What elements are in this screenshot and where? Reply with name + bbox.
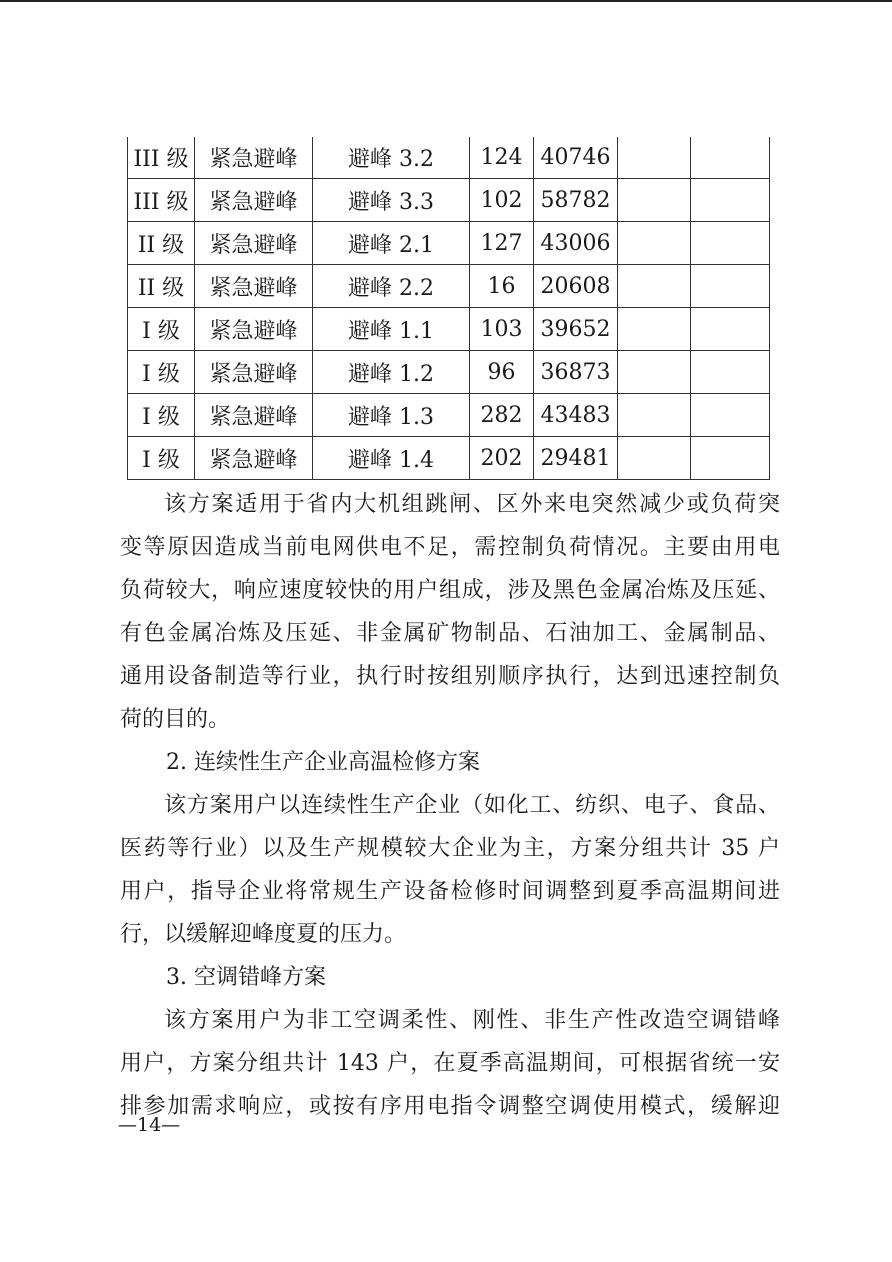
text-line: 医药等行业）以及生产规模较大企业为主，方案分组共计 35 户: [120, 836, 780, 861]
table-row: [128, 351, 770, 394]
table-cell: [691, 222, 770, 265]
table-cell: 202: [470, 437, 534, 480]
table-cell: [691, 351, 770, 394]
text-line: 该方案用户以连续性生产企业（如化工、纺织、电子、食品、: [164, 793, 780, 818]
section-heading-3: 3. 空调错峰方案: [166, 965, 326, 990]
text-line: 用户，方案分组共计 143 户，在夏季高温期间，可根据省统一安: [120, 1051, 780, 1076]
table-cell: 紧急避峰: [195, 308, 313, 351]
table-row: [128, 437, 770, 480]
table-row: [128, 179, 770, 222]
table-cell: 紧急避峰: [195, 179, 313, 222]
paragraph-air-conditioning: [120, 999, 780, 1128]
table-cell: 40746: [534, 137, 618, 179]
table-cell: 避峰 1.3: [313, 394, 470, 437]
table-row: [128, 308, 770, 351]
text-line: 行，以缓解迎峰度夏的压力。: [120, 922, 407, 947]
table-cell: III 级: [128, 179, 195, 222]
table-cell: [618, 137, 691, 179]
table-cell: II 级: [128, 222, 195, 265]
table-cell: 43006: [534, 222, 618, 265]
table-cell: 紧急避峰: [195, 351, 313, 394]
table-cell: [618, 222, 691, 265]
table-cell: 124: [470, 137, 534, 179]
table-cell: 避峰 1.4: [313, 437, 470, 480]
table-cell: I 级: [128, 351, 195, 394]
table-cell: 避峰 1.1: [313, 308, 470, 351]
table-cell: 避峰 2.2: [313, 265, 470, 308]
paragraph-emergency-peak: [120, 483, 780, 741]
table-cell: 102: [470, 179, 534, 222]
table-row: [128, 222, 770, 265]
table-cell: [691, 265, 770, 308]
text-line: 该方案用户为非工空调柔性、刚性、非生产性改造空调错峰: [164, 1008, 780, 1033]
table-cell: III 级: [128, 137, 195, 179]
text-line: 该方案适用于省内大机组跳闸、区外来电突然减少或负荷突: [164, 492, 780, 517]
table-cell: 避峰 2.1: [313, 222, 470, 265]
load-shedding-table: [127, 137, 770, 480]
table-row: [128, 137, 770, 179]
table-cell: 紧急避峰: [195, 137, 313, 179]
page-number: —14—: [118, 1114, 181, 1136]
table-cell: [618, 394, 691, 437]
text-line: 变等原因造成当前电网供电不足，需控制负荷情况。主要由用电: [120, 535, 780, 560]
table-cell: [618, 265, 691, 308]
text-line: 通用设备制造等行业，执行时按组别顺序执行，达到迅速控制负: [120, 664, 780, 689]
table-cell: 58782: [534, 179, 618, 222]
table-cell: 避峰 1.2: [313, 351, 470, 394]
table-row: [128, 265, 770, 308]
table-cell: 282: [470, 394, 534, 437]
table-cell: 96: [470, 351, 534, 394]
table-body: [128, 137, 770, 480]
table-cell: 127: [470, 222, 534, 265]
table-cell: [691, 137, 770, 179]
table-cell: 39652: [534, 308, 618, 351]
table-cell: 20608: [534, 265, 618, 308]
table-cell: [691, 179, 770, 222]
table-cell: 紧急避峰: [195, 265, 313, 308]
table-cell: [618, 437, 691, 480]
table-cell: 避峰 3.3: [313, 179, 470, 222]
paragraph-continuous-production: [120, 784, 780, 956]
table-cell: I 级: [128, 394, 195, 437]
table-cell: I 级: [128, 437, 195, 480]
table-cell: 16: [470, 265, 534, 308]
table-cell: [618, 351, 691, 394]
table-cell: II 级: [128, 265, 195, 308]
table-cell: 紧急避峰: [195, 394, 313, 437]
table-cell: I 级: [128, 308, 195, 351]
table-cell: 紧急避峰: [195, 437, 313, 480]
table-cell: [691, 437, 770, 480]
text-line: 排参加需求响应，或按有序用电指令调整空调使用模式，缓解迎: [120, 1094, 780, 1119]
text-line: 荷的目的。: [120, 707, 231, 732]
text-line: 有色金属冶炼及压延、非金属矿物制品、石油加工、金属制品、: [120, 621, 780, 646]
table-row: [128, 394, 770, 437]
section-heading-2: 2. 连续性生产企业高温检修方案: [166, 750, 480, 775]
top-border: [0, 0, 892, 2]
table-cell: 36873: [534, 351, 618, 394]
table-cell: 103: [470, 308, 534, 351]
table-cell: 29481: [534, 437, 618, 480]
text-line: 用户，指导企业将常规生产设备检修时间调整到夏季高温期间进: [120, 879, 780, 904]
text-line: 负荷较大，响应速度较快的用户组成，涉及黑色金属冶炼及压延、: [120, 578, 780, 603]
table-cell: 43483: [534, 394, 618, 437]
table-cell: [618, 308, 691, 351]
table-cell: [618, 179, 691, 222]
table-cell: [691, 394, 770, 437]
table-cell: 避峰 3.2: [313, 137, 470, 179]
table-cell: 紧急避峰: [195, 222, 313, 265]
table-cell: [691, 308, 770, 351]
